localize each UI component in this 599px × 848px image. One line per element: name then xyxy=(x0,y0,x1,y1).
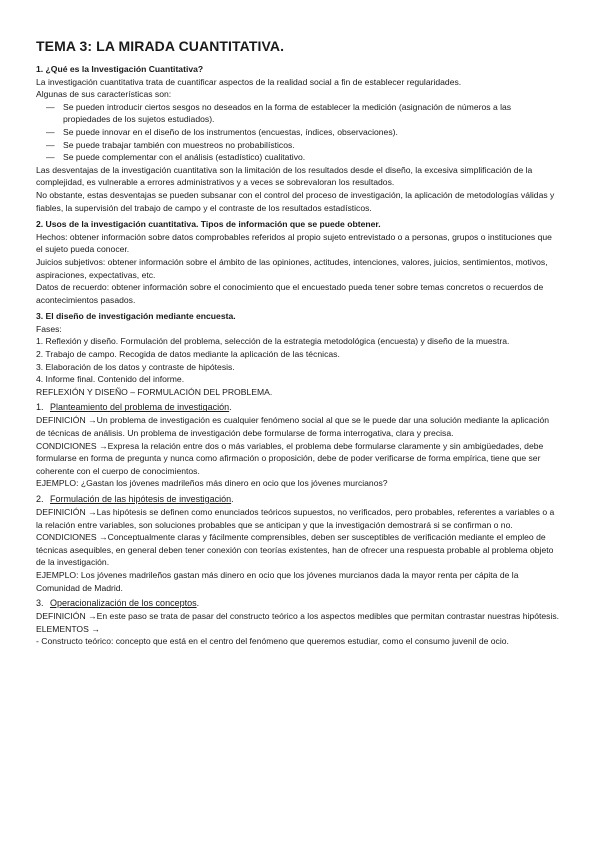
dash-bullet-icon: — xyxy=(46,139,55,150)
dash-bullet-icon: — xyxy=(46,101,55,112)
conditions: CONDICIONES →Conceptualmente claras y fácilmente comprensibles, deben ser susceptibles de verificación mediante el empleo de técnicas asequibles, en general deben tener conexión con teorías existentes, han de ofrecer una respuesta probable al problema objeto de la investigación. xyxy=(36,532,554,568)
numbered-heading: 1. Planteamiento del problema de investigación. xyxy=(36,402,232,413)
numbered-heading-title: Planteamiento del problema de investigación xyxy=(50,402,230,413)
conditions-label: CONDICIONES → xyxy=(36,440,108,451)
list-item xyxy=(36,151,560,164)
example: EJEMPLO: ¿Gastan los jóvenes madrileños más dinero en ocio que los jóvenes murcianos? xyxy=(36,478,388,489)
paragraph: Hechos: obtener información sobre datos comprobables referidos al propio sujeto entrevistado o a personas, grupos o instituciones que el sujeto pueda conocer. xyxy=(36,231,552,255)
dash-bullet-icon: — xyxy=(46,152,55,163)
paragraph: Algunas de sus características son: xyxy=(36,89,172,100)
definition-label: DEFINICIÓN → xyxy=(36,507,97,517)
document-page xyxy=(36,38,560,648)
list-item xyxy=(36,139,560,152)
example: EJEMPLO: Los jóvenes madrileños gastan más dinero en ocio que los jóvenes murcianos dada la mayor renta per cápita de la Comunidad de Madrid. xyxy=(36,569,519,593)
definition-label: DEFINICIÓN → xyxy=(36,415,97,426)
list-item-text: Se puede complementar con el análisis (estadístico) cualitativo. xyxy=(63,152,306,163)
list-item xyxy=(36,126,560,139)
section-3-heading: 3. El diseño de investigación mediante encuesta. xyxy=(36,311,236,322)
numbered-heading: 3. Operacionalización de los conceptos. xyxy=(36,598,200,609)
list-item-text: Se pueden introducir ciertos sesgos no deseados en la forma de establecer la medición (asignación de números a las propiedades de los sujetos estudiados). xyxy=(63,101,512,125)
paragraph: - Constructo teórico: concepto que está en el centro del fenómeno que queremos estudiar, como el consumo juvenil de ocio. xyxy=(36,636,509,647)
paragraph: No obstante, estas desventajas se pueden subsanar con el control del proceso de investigación, la aplicación de metodologías válidas y fiables, la supervisión del trabajo de campo y el contraste de los resultados estadísticos. xyxy=(36,189,555,213)
subsection-heading: REFLEXIÓN Y DISEÑO – FORMULACIÓN DEL PROBLEMA. xyxy=(36,386,273,397)
elements-label: ELEMENTOS → xyxy=(36,623,100,634)
definition: DEFINICIÓN →En este paso se trata de pasar del constructo teórico a los aspectos medibles que permitan contrastar nuestras hipótesis. xyxy=(36,611,560,622)
document-title: TEMA 3: LA MIRADA CUANTITATIVA. xyxy=(36,38,285,54)
section-1-heading: 1. ¿Qué es la Investigación Cuantitativa? xyxy=(36,64,204,74)
numbered-heading-title: Operacionalización de los conceptos xyxy=(50,598,197,609)
paragraph: Fases: xyxy=(36,323,62,334)
paragraph: La investigación cuantitativa trata de cuantificar aspectos de la realidad social a fin de establecer regularidades. xyxy=(36,76,462,87)
phase-item: 2. Trabajo de campo. Recogida de datos mediante la aplicación de las técnicas. xyxy=(36,349,340,360)
list-item xyxy=(36,101,560,126)
phase-item: 1. Reflexión y diseño. Formulación del problema, selección de la estrategia metodológica (encuesta) y diseño de la muestra. xyxy=(36,336,510,347)
paragraph: Datos de recuerdo: obtener información sobre el conocimiento que el encuestado pueda tener sobre temas concretos o recuerdos de acontecimientos pasados. xyxy=(36,282,544,305)
definition: DEFINICIÓN →Las hipótesis se definen como enunciados teóricos supuestos, no verificados, pero probables, referentes a variables o a la relación entre variables, son soluciones probables que se anticipan y que la investigación demostrará si se confirman o no. xyxy=(36,507,555,530)
list-item-text: Se puede innovar en el diseño de los instrumentos (encuestas, índices, observaciones). xyxy=(63,126,398,137)
phase-item: 4. Informe final. Contenido del informe. xyxy=(36,374,185,385)
paragraph: Las desventajas de la investigación cuantitativa son la limitación de los resultados desde el diseño, la excesiva simplificación de la complejidad, es vulnerable a errores administrativos y a veces se sobrevaloran los resultados. xyxy=(36,164,533,188)
numbered-heading: 2. Formulación de las hipótesis de investigación. xyxy=(36,494,234,504)
dash-bullet-icon: — xyxy=(46,126,55,137)
definition-label: DEFINICIÓN → xyxy=(36,611,97,622)
section-2-heading: 2. Usos de la investigación cuantitativa. Tipos de información que se puede obtener. xyxy=(36,219,381,230)
definition: DEFINICIÓN →Un problema de investigación es cualquier fenómeno social al que se le puede dar una solución mediante la aplicación de técnicas de análisis. Un problema de investigación debe formularse de forma interrogativa, clara y precisa. xyxy=(36,415,550,439)
paragraph: Juicios subjetivos: obtener información sobre el ámbito de las opiniones, actitudes, intenciones, valores, juicios, sentimientos, motivos, aspiraciones, expectativas, etc. xyxy=(36,256,548,280)
conditions: CONDICIONES →Expresa la relación entre dos o más variables, el problema debe formularse claramente y sin ambigüedades, debe formularse en forma de pregunta y nunca como afirmación o proposición, debe de poder verificarse de forma empírica, tiene que ser coherente con el cuerpo de conocimientos. xyxy=(36,440,544,476)
list-item-text: Se puede trabajar también con muestreos no probabilísticos. xyxy=(63,139,295,150)
numbered-heading-title: Formulación de las hipótesis de investigación xyxy=(50,494,232,504)
conditions-label: CONDICIONES → xyxy=(36,532,108,543)
phase-item: 3. Elaboración de los datos y contraste de hipótesis. xyxy=(36,361,235,372)
